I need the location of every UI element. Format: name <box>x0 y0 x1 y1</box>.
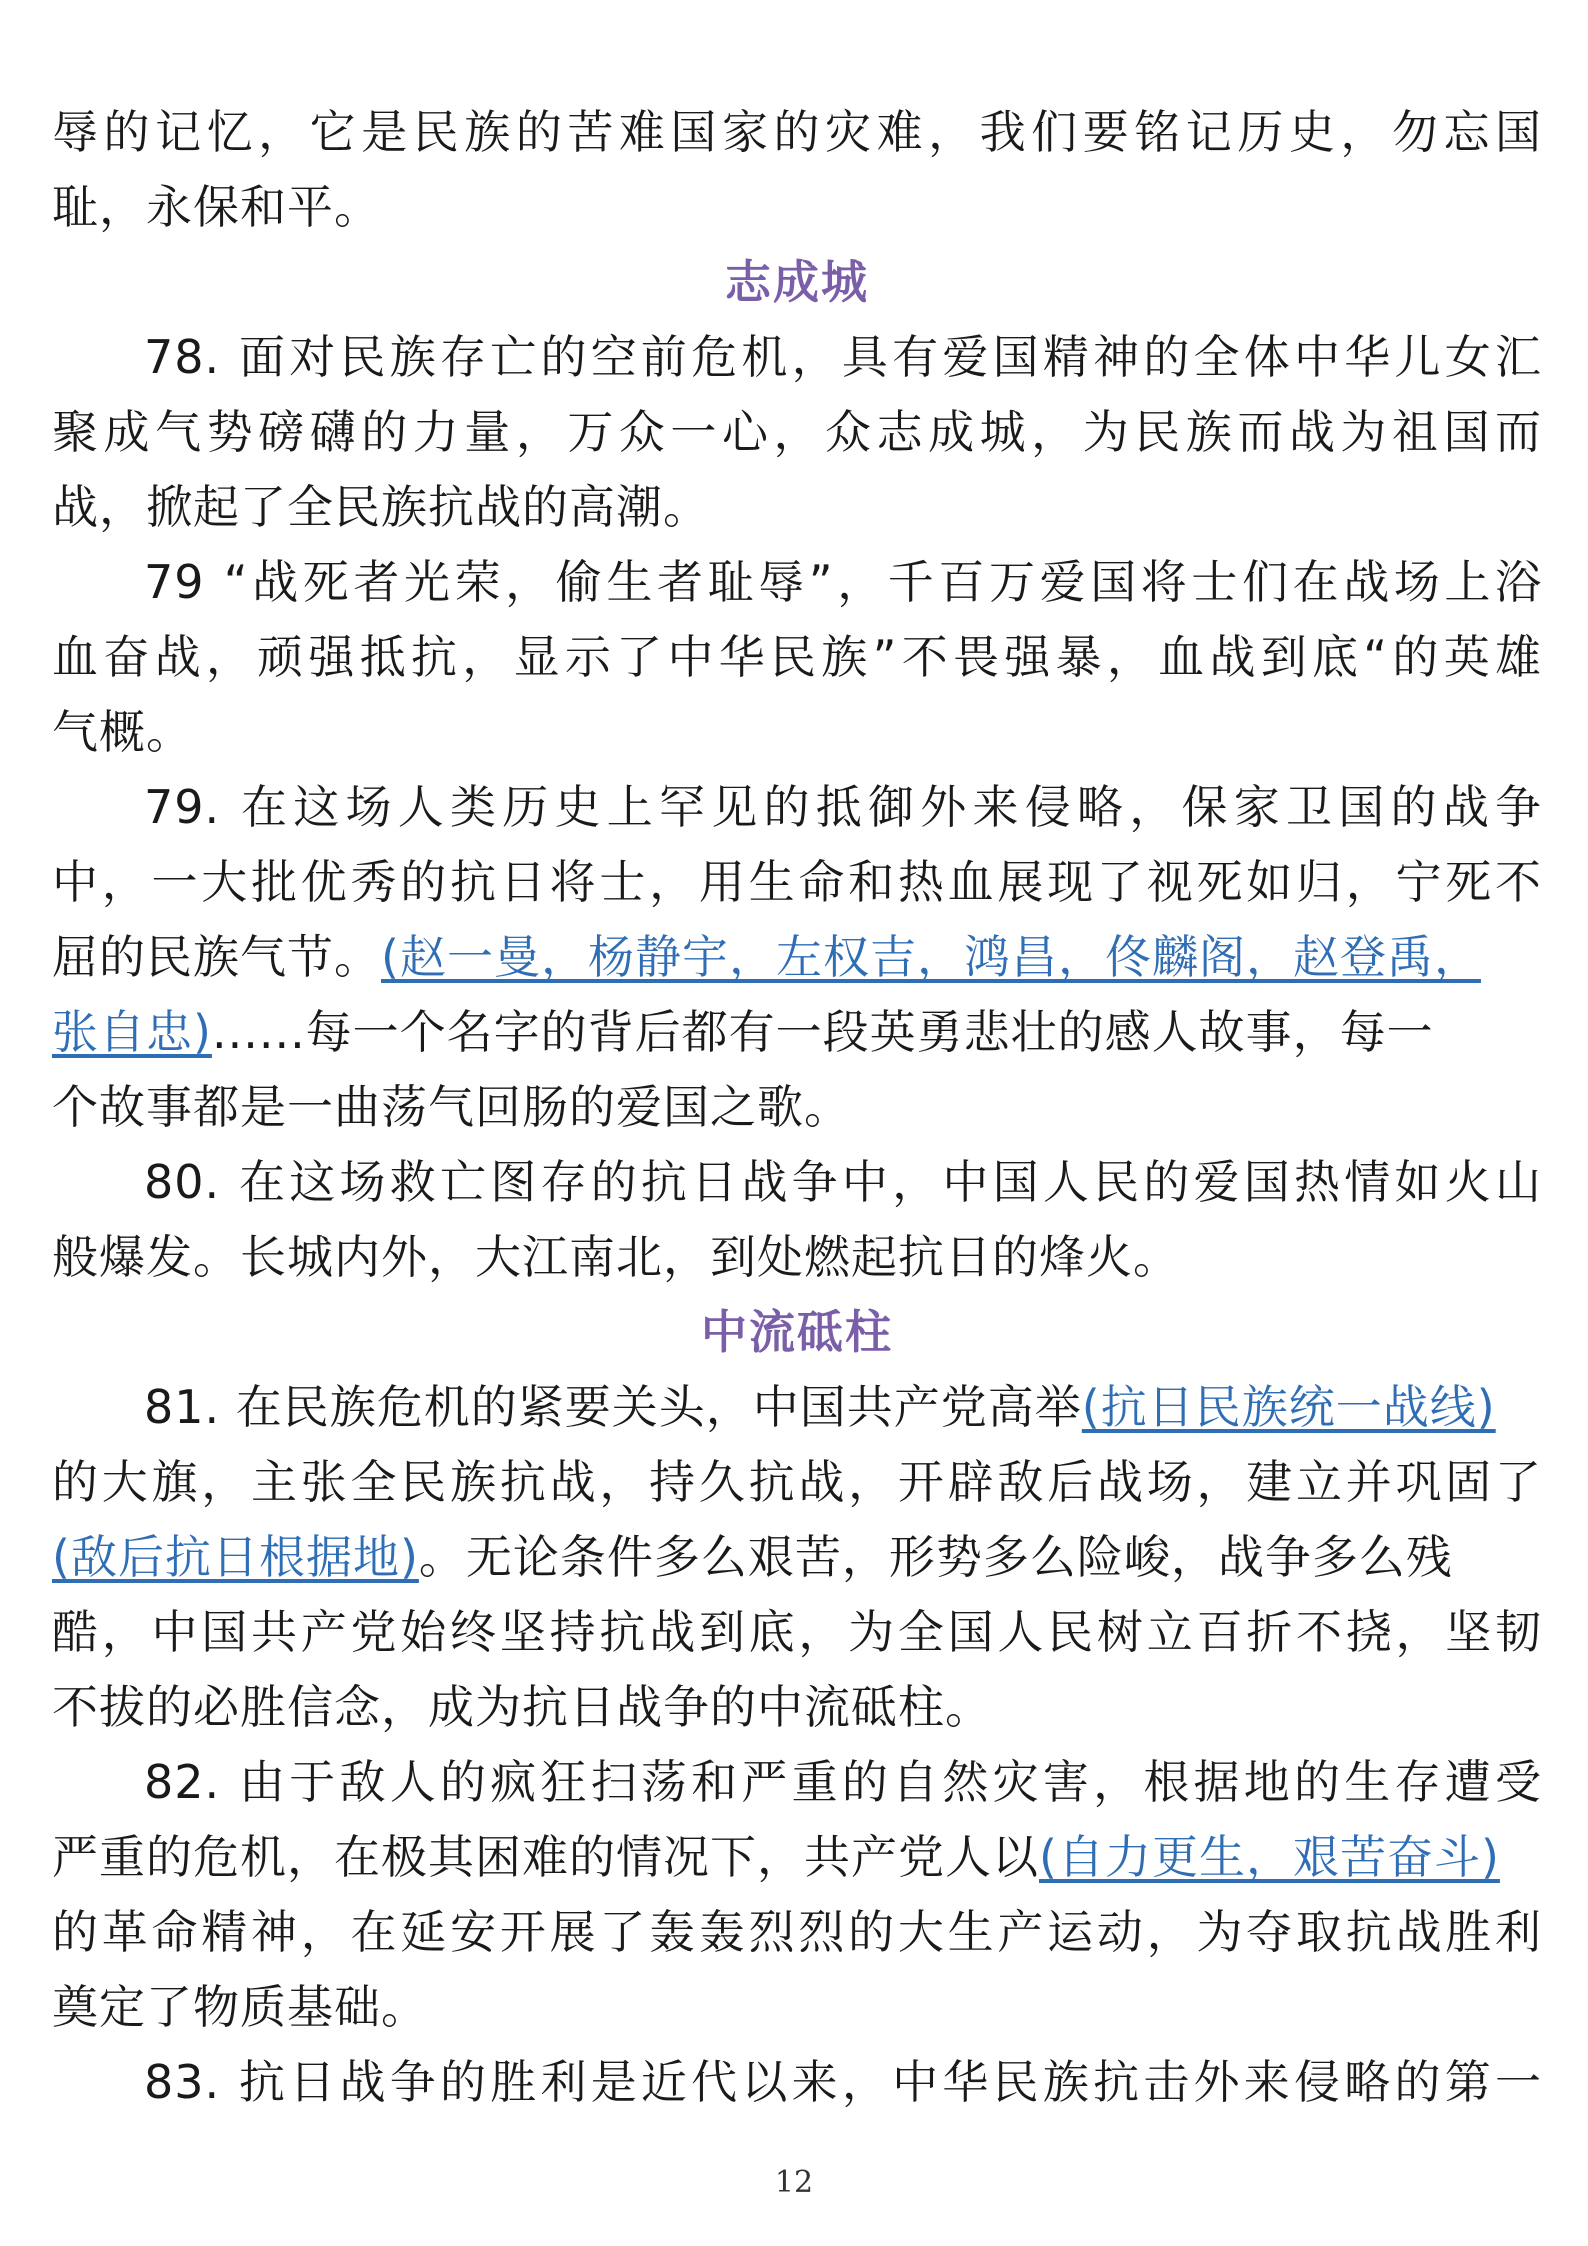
text-fragment: 严重的危机，在极其困难的情况下，共产党人以 <box>52 1830 1039 1884</box>
answer-fill: (敌后抗日根据地) <box>52 1530 419 1584</box>
text-line <box>52 920 1542 995</box>
text-line <box>52 995 1542 1070</box>
text-line: 耻，永保和平。 <box>52 180 381 234</box>
answer-fill: (赵一曼，杨静宇，左权吉，鸿昌，佟麟阁，赵登禹， <box>381 930 1481 984</box>
paragraph-79-line: 79 “战死者光荣，偷生者耻辱”，千百万爱国将士们在战场上浴 <box>144 555 1542 609</box>
text-line: 战，掀起了全民族抗战的高潮。 <box>52 480 710 534</box>
paragraph-83-line: 83. 抗日战争的胜利是近代以来，中华民族抗击外来侵略的第一 <box>144 2055 1542 2109</box>
paragraph-78-line: 78. 面对民族存亡的空前危机，具有爱国精神的全体中华儿女汇 <box>144 330 1542 384</box>
paragraph-80-line: 80. 在这场救亡图存的抗日战争中，中国人民的爱国热情如火山 <box>144 1155 1542 1209</box>
section-heading: 志成城 <box>725 255 869 309</box>
text-line: 血奋战，顽强抵抗，显示了中华民族”不畏强暴，血战到底“的英雄 <box>52 630 1542 684</box>
text-fragment: 。无论条件多么艰苦，形势多么险峻，战争多么残 <box>418 1530 1453 1584</box>
text-fragment: ......每一个名字的背后都有一段英勇悲壮的感人故事，每一 <box>211 1005 1434 1059</box>
text-line: 中，一大批优秀的抗日将士，用生命和热血展现了视死如归，宁死不 <box>52 855 1542 909</box>
text-line: 辱的记忆，它是民族的苦难国家的灾难，我们要铭记历史，勿忘国 <box>52 105 1542 159</box>
paragraph-82-line: 82. 由于敌人的疯狂扫荡和严重的自然灾害，根据地的生存遭受 <box>144 1755 1542 1809</box>
section-heading: 中流砥柱 <box>701 1305 893 1359</box>
text-fragment: 81. 在民族危机的紧要关头，中国共产党高举 <box>144 1380 1082 1434</box>
page-number: 12 <box>774 2165 814 2200</box>
paragraph-81-line <box>52 1370 1542 1445</box>
document-body <box>52 95 1542 2120</box>
answer-fill: (自力更生，艰苦奋斗) <box>1039 1830 1500 1884</box>
text-line: 酷，中国共产党始终坚持抗战到底，为全国人民树立百折不挠，坚韧 <box>52 1605 1542 1659</box>
answer-fill: (抗日民族统一战线) <box>1081 1380 1496 1434</box>
text-line: 奠定了物质基础。 <box>52 1980 428 2034</box>
text-line: 的大旗，主张全民族抗战，持久抗战，开辟敌后战场，建立并巩固了 <box>52 1455 1542 1509</box>
answer-fill: 张自忠) <box>52 1005 212 1059</box>
text-fragment: 屈的民族气节。 <box>52 930 381 984</box>
paragraph-79b-line: 79. 在这场人类历史上罕见的抵御外来侵略，保家卫国的战争 <box>144 780 1542 834</box>
text-line: 气概。 <box>52 705 193 759</box>
text-line: 不拔的必胜信念，成为抗日战争的中流砥柱。 <box>52 1680 992 1734</box>
text-line: 聚成气势磅礴的力量，万众一心，众志成城，为民族而战为祖国而 <box>52 405 1542 459</box>
text-line: 个故事都是一曲荡气回肠的爱国之歌。 <box>52 1080 851 1134</box>
text-line: 般爆发。长城内外，大江南北，到处燃起抗日的烽火。 <box>52 1230 1180 1284</box>
text-line <box>52 1520 1542 1595</box>
text-line: 的革命精神，在延安开展了轰轰烈烈的大生产运动，为夺取抗战胜利 <box>52 1905 1542 1959</box>
text-line <box>52 1820 1542 1895</box>
